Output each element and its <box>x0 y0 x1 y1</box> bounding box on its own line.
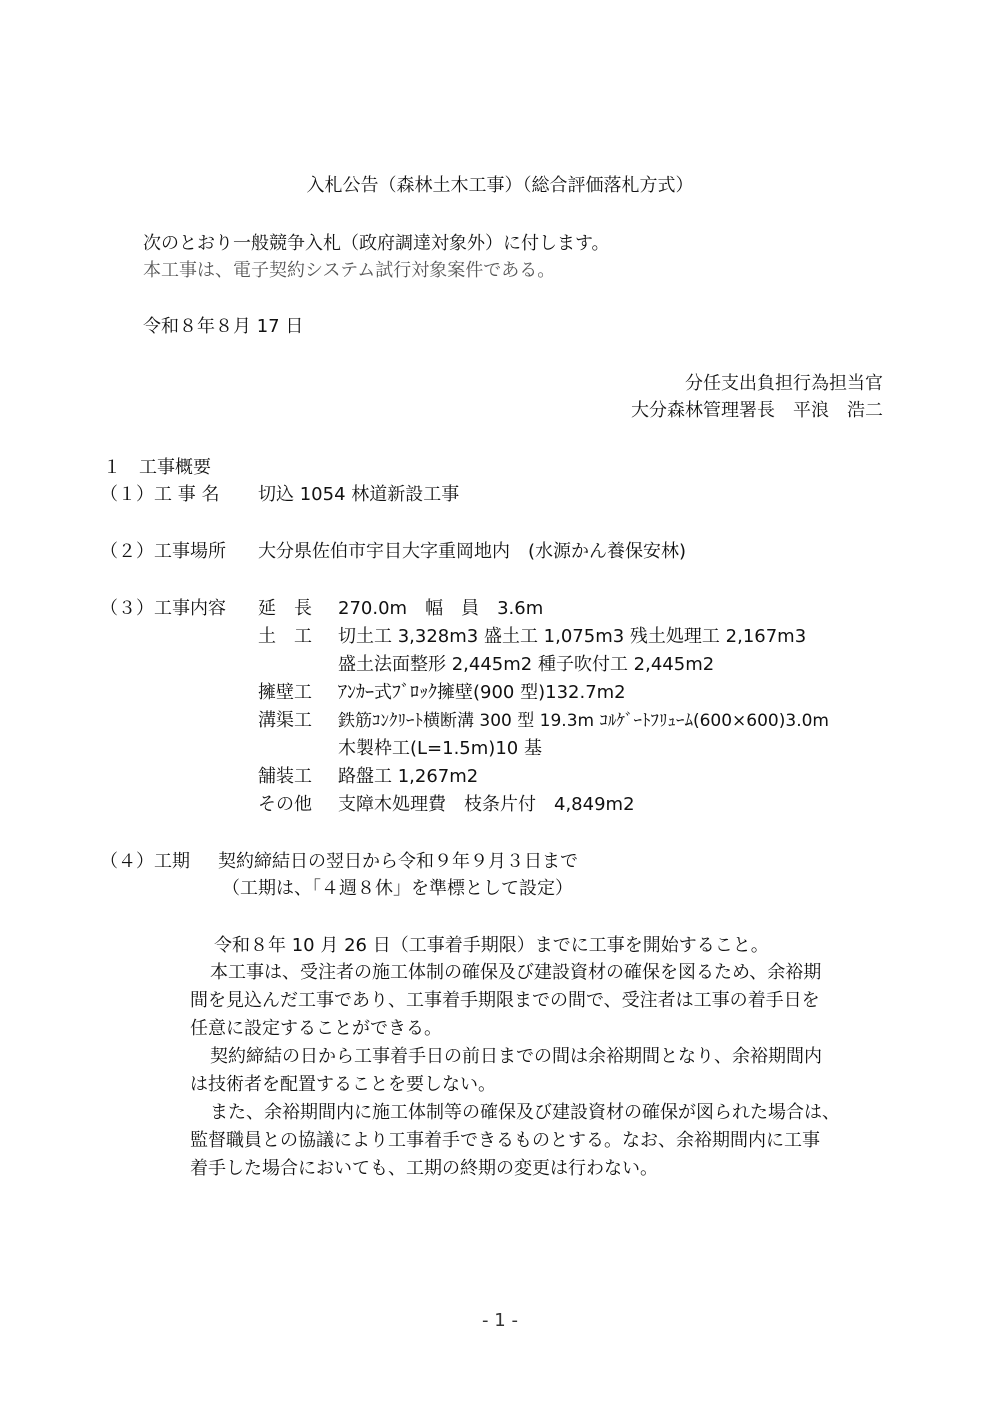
paragraph-line: 本工事は、受注者の施工体制の確保及び建設資材の確保を図るため、余裕期 <box>210 962 822 983</box>
work-row-value: 切土工 3,328m3 盛土工 1,075m3 残土処理工 2,167m3 <box>338 626 807 647</box>
work-row-value: ｱﾝｶｰ式ﾌﾞﾛｯｸ擁壁(900 型)132.7m2 <box>338 682 626 703</box>
item-2-label: （２）工事場所 <box>100 541 226 562</box>
paragraph-line: は技術者を配置することを要しない。 <box>190 1074 496 1095</box>
work-row-label: その他 <box>258 794 312 815</box>
work-row-value: 270.0m 幅 員 3.6m <box>338 598 544 619</box>
paragraph-line: 着手した場合においても、工期の終期の変更は行わない。 <box>190 1158 658 1179</box>
notice-date: 令和８年８月 17 日 <box>143 316 304 337</box>
work-row-label: 溝渠工 <box>258 710 312 731</box>
work-row-label: 延 長 <box>258 598 312 619</box>
item-2-value: 大分県佐伯市宇目大字重岡地内 (水源かん養保安林) <box>258 541 687 562</box>
section-1-heading: １ 工事概要 <box>103 457 211 478</box>
issuer-name: 大分森林管理署長 平浪 浩二 <box>631 400 883 421</box>
paragraph-1: 令和８年 10 月 26 日（工事着手期限）までに工事を開始すること。 <box>214 935 769 956</box>
document-title: 入札公告（森林土木工事）（総合評価落札方式） <box>306 175 694 196</box>
paragraph-line: 監督職員との協議により工事着手できるものとする。なお、余裕期間内に工事 <box>190 1130 820 1151</box>
work-row-value: 鉄筋ｺﾝｸﾘｰﾄ横断溝 300 型 19.3m ｺﾙｹﾞｰﾄﾌﾘｭｰﾑ(600×600)3.0m <box>338 711 829 731</box>
paragraph-line: 任意に設定することができる。 <box>190 1018 442 1039</box>
paragraph-line: 間を見込んだ工事であり、工事着手期限までの間で、受注者は工事の着手日を <box>190 990 820 1011</box>
item-3-label: （３）工事内容 <box>100 598 226 619</box>
work-row-value: 盛土法面整形 2,445m2 種子吹付工 2,445m2 <box>338 654 715 675</box>
work-row-value: 支障木処理費 枝条片付 4,849m2 <box>338 794 635 815</box>
work-row-label: 擁壁工 <box>258 682 312 703</box>
intro-line-2: 本工事は、電子契約システム試行対象案件である。 <box>143 260 556 281</box>
page-number: - 1 - <box>482 1310 518 1331</box>
issuer-title: 分任支出負担行為担当官 <box>685 373 883 394</box>
item-4-note: （工期は、「４週８休」を準標として設定） <box>222 878 573 899</box>
work-row-label: 舗装工 <box>258 766 312 787</box>
paragraph-line: また、余裕期間内に施工体制等の確保及び建設資材の確保が図られた場合は、 <box>210 1102 840 1123</box>
item-1-value: 切込 1054 林道新設工事 <box>258 484 460 505</box>
item-4-label: （４）工期 <box>100 851 190 872</box>
work-row-value: 木製枠工(L=1.5m)10 基 <box>338 738 542 759</box>
item-1-label: （１）工 事 名 <box>100 484 220 505</box>
item-4-value: 契約締結日の翌日から令和９年９月３日まで <box>218 851 578 872</box>
work-row-label: 土 工 <box>258 626 312 647</box>
work-row-value: 路盤工 1,267m2 <box>338 766 479 787</box>
intro-line-1: 次のとおり一般競争入札（政府調達対象外）に付します。 <box>143 233 610 254</box>
paragraph-line: 契約締結の日から工事着手日の前日までの間は余裕期間となり、余裕期間内 <box>210 1046 822 1067</box>
